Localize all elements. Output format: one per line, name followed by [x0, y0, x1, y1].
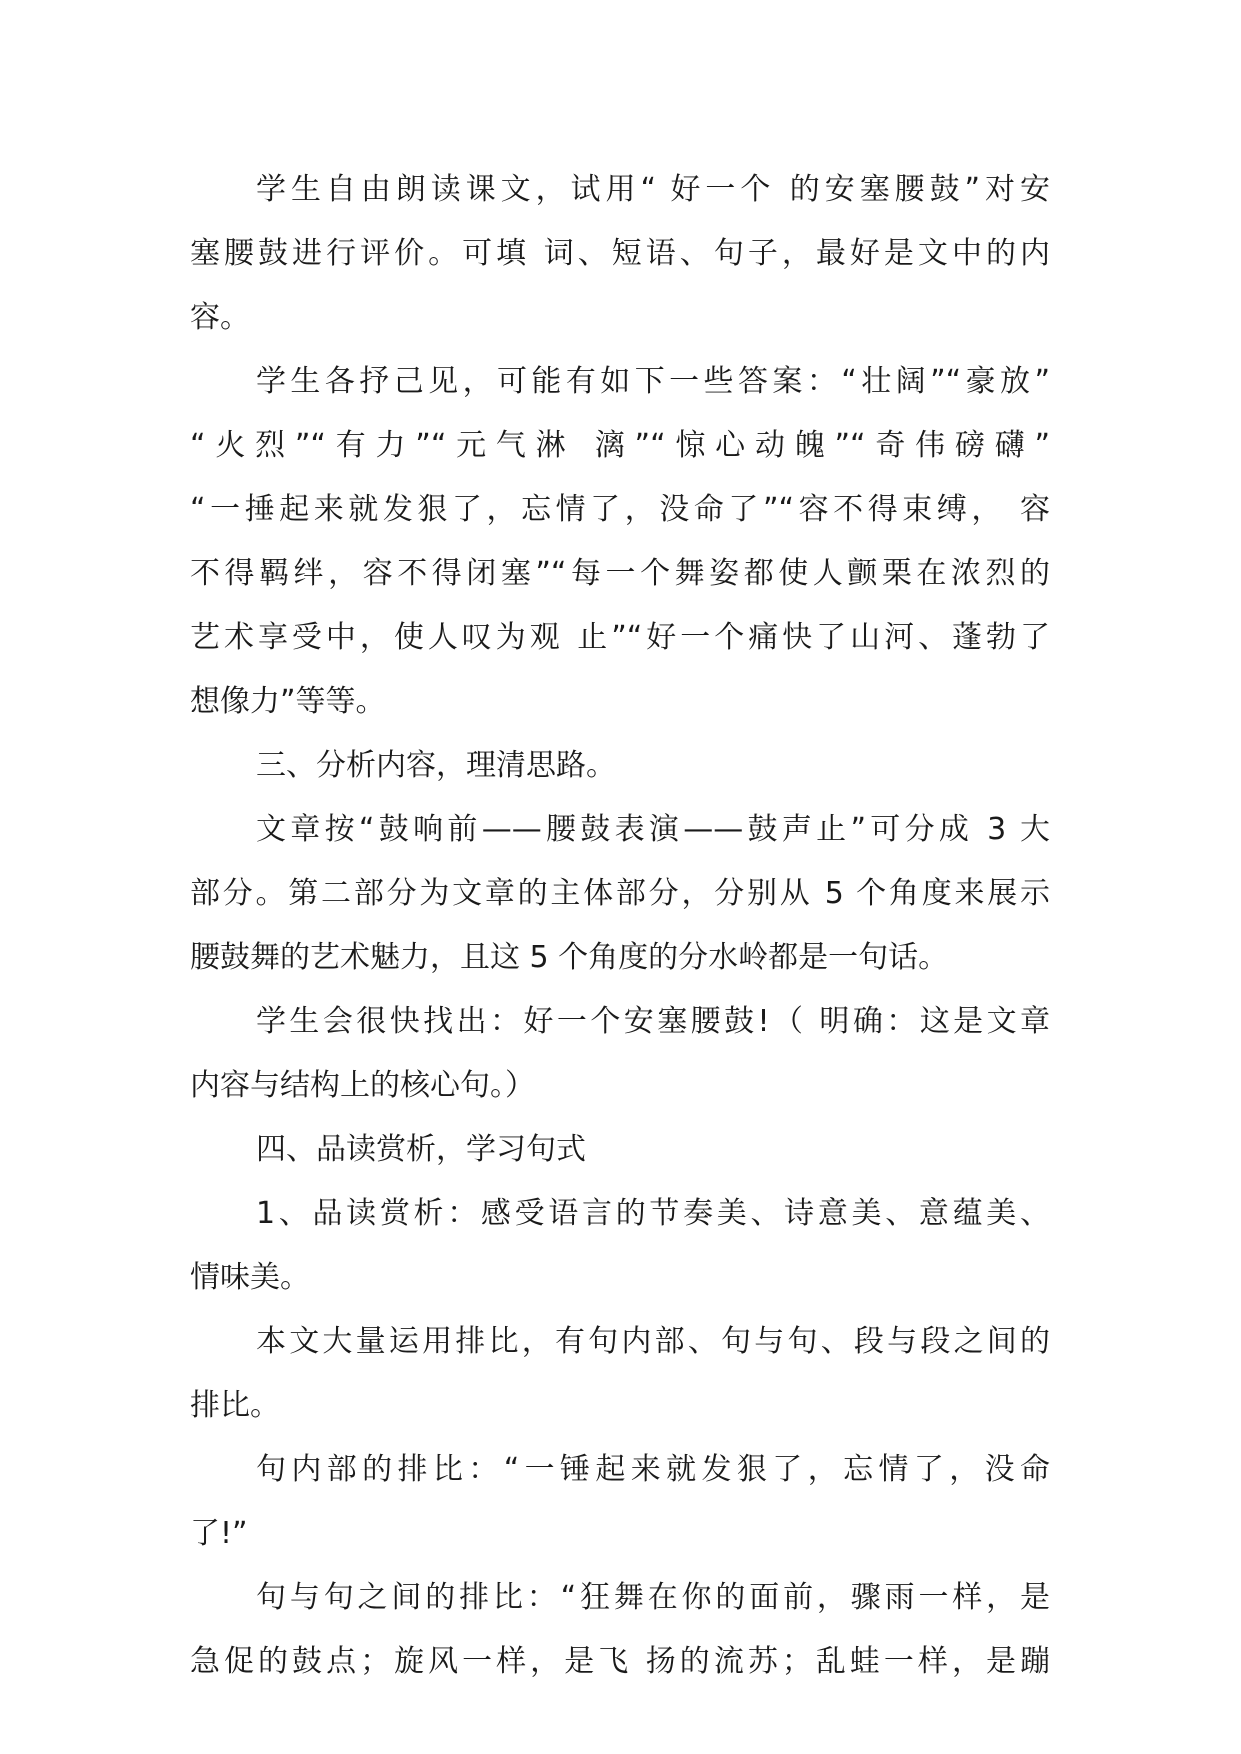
text-line: 四、品读赏析，学习句式: [256, 1132, 586, 1167]
text-line: 内容与结构上的核心句。）: [190, 1068, 535, 1103]
text-line: 艺术享受中，使人叹为观 止”“好一个痛快了山河、蓬勃了: [190, 620, 1050, 655]
text-line: 塞腰鼓进行评价。可填 词、短语、句子，最好是文中的内: [190, 236, 1050, 271]
text-line: “火烈”“有力”“元气淋 漓”“惊心动魄”“奇伟磅礴”: [190, 428, 1050, 463]
text-line: 三、分析内容，理清思路。: [256, 748, 616, 783]
text-line: 学生各抒己见，可能有如下一些答案：“壮阔”“豪放”: [256, 364, 1050, 399]
text-line: 腰鼓舞的艺术魅力，且这 5 个角度的分水岭都是一句话。: [190, 940, 949, 975]
text-line: 句内部的排比：“一锤起来就发狠了，忘情了，没命: [256, 1452, 1050, 1487]
text-line: 情味美。: [190, 1260, 310, 1295]
text-line: “一捶起来就发狠了，忘情了，没命了”“容不得束缚， 容: [190, 492, 1050, 527]
text-line: 1、品读赏析：感受语言的节奏美、诗意美、意蕴美、: [256, 1196, 1050, 1231]
text-line: 句与句之间的排比：“狂舞在你的面前，骤雨一样，是: [256, 1580, 1050, 1615]
text-line: 学生自由朗读课文，试用“ 好一个 的安塞腰鼓”对安: [256, 172, 1050, 207]
text-line: 排比。: [190, 1388, 280, 1423]
text-line: 部分。第二部分为文章的主体部分，分别从 5 个角度来展示: [190, 876, 1050, 911]
text-line: 了!”: [190, 1516, 248, 1551]
text-line: 不得羁绊，容不得闭塞”“每一个舞姿都使人颤栗在浓烈的: [190, 556, 1050, 591]
document-body: [190, 158, 1050, 1694]
text-line: 学生会很快找出：好一个安塞腰鼓!（ 明确：这是文章: [256, 1004, 1050, 1039]
text-line: 本文大量运用排比，有句内部、句与句、段与段之间的: [256, 1324, 1050, 1359]
text-line: 文章按“鼓响前——腰鼓表演——鼓声止”可分成 3 大: [256, 812, 1050, 847]
text-line: 想像力”等等。: [190, 684, 386, 719]
text-line: 急促的鼓点；旋风一样，是飞 扬的流苏；乱蛙一样，是蹦: [190, 1644, 1050, 1679]
text-line: 容。: [190, 300, 250, 335]
